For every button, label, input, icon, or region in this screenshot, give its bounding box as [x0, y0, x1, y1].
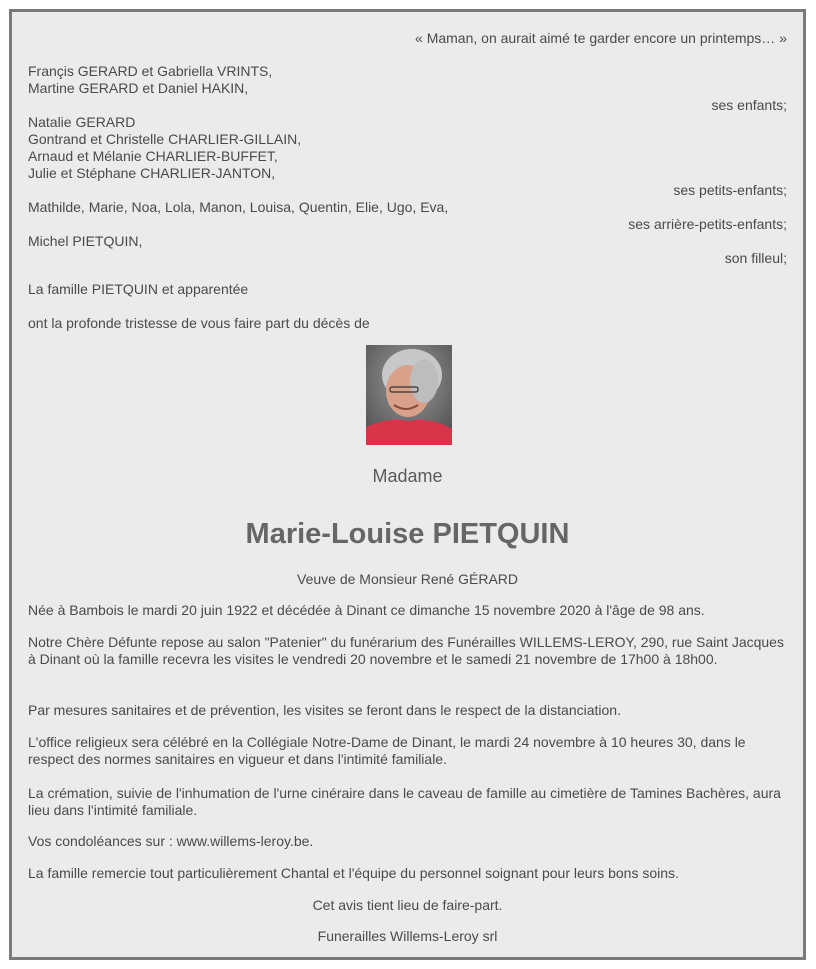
measures-paragraph: Par mesures sanitaires et de prévention, les visites se feront dans le respect de la distanciation.: [28, 702, 621, 718]
widow-of: Veuve de Monsieur René GÉRARD: [297, 571, 518, 587]
deceased-title: Madame: [372, 466, 443, 486]
thanks-paragraph: La famille remercie tout particulièrement Chantal et l'équipe du personnel soignant pour leurs bons soins.: [28, 865, 679, 881]
child-name: Martine GERARD et Daniel HAKIN,: [28, 80, 249, 96]
great-grandchildren-role: ses arrière-petits-enfants;: [628, 216, 787, 232]
family-line: La famille PIETQUIN et apparentée: [28, 281, 249, 297]
notice-line: Cet avis tient lieu de faire-part.: [312, 897, 503, 913]
condolences-paragraph: Vos condoléances sur : www.willems-leroy.be.: [28, 833, 314, 849]
deceased-name: Marie-Louise PIETQUIN: [245, 518, 570, 550]
obituary-card: [9, 9, 806, 960]
children-role: ses enfants;: [711, 97, 787, 113]
great-grandchildren-names: Mathilde, Marie, Noa, Lola, Manon, Louisa, Quentin, Elie, Ugo, Eva,: [28, 199, 449, 215]
grandchildren-role: ses petits-enfants;: [673, 182, 787, 198]
grandchild-name: Julie et Stéphane CHARLIER-JANTON,: [28, 165, 276, 181]
funeral-home-signature: Funerailles Willems-Leroy srl: [317, 928, 498, 944]
grandchild-name: Natalie GERARD: [28, 114, 136, 130]
rest-paragraph: Notre Chère Défunte repose au salon "Patenier" du funérarium des Funérailles WILLEMS-LEROY, 290, rue Saint Jacques à Dinant où la famille recevra les visites le vendredi 20 novembre et le samedi 21 novembre de 17h00 à 18h00.: [28, 634, 784, 667]
birth-paragraph: Née à Bambois le mardi 20 juin 1922 et décédée à Dinant ce dimanche 15 novembre 2020 à l'âge de 98 ans.: [28, 602, 705, 618]
announcement-line: ont la profonde tristesse de vous faire part du décès de: [28, 315, 370, 331]
child-name: Françis GERARD et Gabriella VRINTS,: [28, 63, 273, 79]
service-paragraph: L'office religieux sera célébré en la Collégiale Notre-Dame de Dinant, le mardi 24 novembre à 10 heures 30, dans le respect des normes sanitaires en vigueur et dans l'intimité familiale.: [28, 734, 746, 767]
portrait-photo: [366, 345, 452, 445]
grandchild-name: Gontrand et Christelle CHARLIER-GILLAIN,: [28, 131, 302, 147]
cremation-paragraph: La crémation, suivie de l'inhumation de l'urne cinéraire dans le caveau de famille au cimetière de Tamines Bachères, aura lieu dans l'intimité familiale.: [28, 785, 781, 818]
godson-role: son filleul;: [724, 250, 787, 266]
grandchild-name: Arnaud et Mélanie CHARLIER-BUFFET,: [28, 148, 278, 164]
opening-quote: « Maman, on aurait aimé te garder encore un printemps… »: [415, 30, 787, 46]
godson-name: Michel PIETQUIN,: [28, 233, 143, 249]
